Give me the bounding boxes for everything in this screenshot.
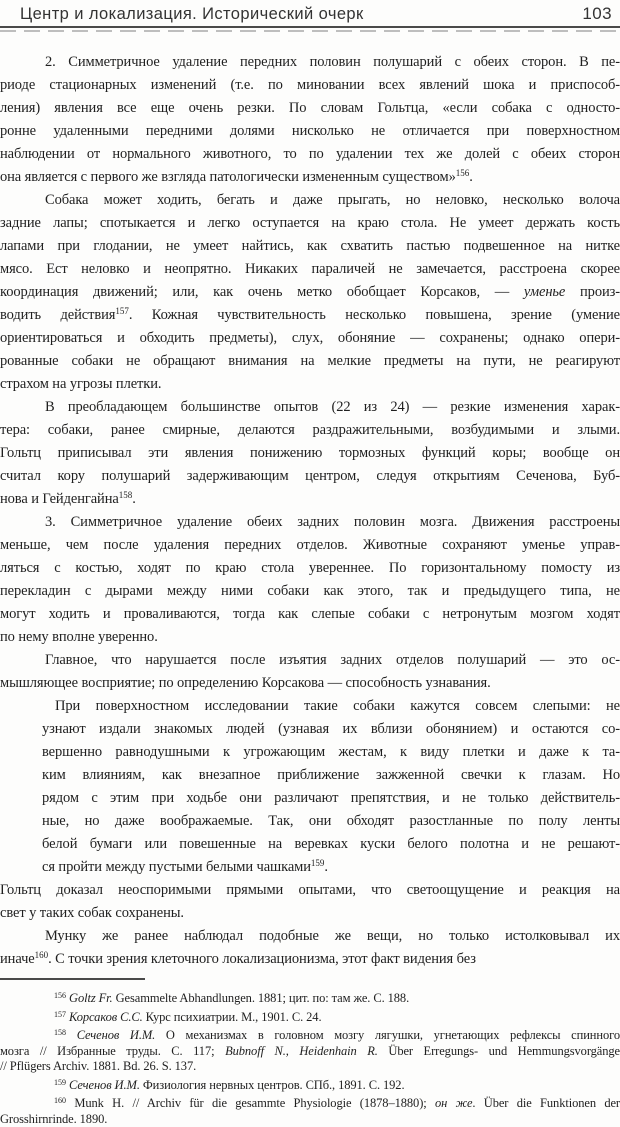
text-line: ные, но даже воображаемые. Так, они обходят разостланные по полу ленты xyxy=(42,810,620,833)
footnote xyxy=(0,1028,620,1075)
footnote xyxy=(0,1078,620,1094)
paragraph xyxy=(0,879,620,925)
footnote xyxy=(0,1010,620,1026)
text-line: 2. Симметричное удаление передних половин полушарий с обеих сторон. В пе- xyxy=(0,51,620,74)
text-line: риоде стационарных изменений (т.е. по миновании всех явлений шока и приспособ- xyxy=(0,74,620,97)
text-line: ся пройти между пустыми белыми чашками$^{159}$. xyxy=(42,856,620,879)
text-line: ким влияниям, как внезапное приближение зажженной свечки к глазам. Но xyxy=(42,764,620,787)
footnote-line: // Pflügers Archiv. 1881. Bd. 26. S. 137. xyxy=(0,1059,620,1075)
text-line: рядом с этим при ходьбе они различают препятствия, и не только действитель- xyxy=(42,787,620,810)
text-line: 3. Симметричное удаление обеих задних половин мозга. Движения расстроены xyxy=(0,511,620,534)
footnotes xyxy=(0,991,620,1127)
chapter-title: Центр и локализация. Исторический очерк xyxy=(20,5,364,23)
page-number: 103 xyxy=(582,5,612,23)
footnote-line: $^{156}$ Goltz Fr. Gesammelte Abhandlungen. 1881; цит. по: там же. С. 188. xyxy=(0,991,620,1007)
text-line: ления) явления все еще очень резки. По словам Гольтца, «если собака с односто- xyxy=(0,97,620,120)
text-line: При поверхностном исследовании такие собаки кажутся совсем слепыми: не xyxy=(42,695,620,718)
footnote-line: $^{157}$ Корсаков С.С. Курс психиатрии. М., 1901. С. 24. xyxy=(0,1010,620,1026)
text-line: ляться с костью, ходят по краю стола увереннее. По горизонтальному помосту из xyxy=(0,557,620,580)
header-rule-shadow xyxy=(0,30,620,32)
paragraph xyxy=(0,189,620,396)
text-line: Мунку же ранее наблюдал подобные же вещи, но только истолковывал их xyxy=(0,925,620,948)
header-rule xyxy=(0,26,620,28)
footnote-line: $^{159}$ Сеченов И.М. Физиология нервных центров. СПб., 1891. С. 192. xyxy=(0,1078,620,1094)
text-line: она является с первого же взгляда патологически измененным существом»$^{156}$. xyxy=(0,166,620,189)
text-line: задние лапы; спотыкается и легко оступается на краю стола. Не умеет держать кость xyxy=(0,212,620,235)
text-line: перекладин с дырами между ними собаки как этого, так и предыдущего типа, не xyxy=(0,580,620,603)
text-line: иначе$^{160}$. С точки зрения клеточного локализационизма, этот факт видения без xyxy=(0,948,620,971)
text-line: наблюдении от нормального животного, то по удалении тех же долей с обеих сторон xyxy=(0,143,620,166)
footnote xyxy=(0,1096,620,1127)
footnote-separator xyxy=(0,978,145,980)
text-line: тера: собаки, ранее смирные, делаются раздражительными, возбудимыми и злыми. xyxy=(0,419,620,442)
text-line: нова и Гейденгайна$^{158}$. xyxy=(0,488,620,511)
text-line: В преобладающем большинстве опытов (22 из 24) — резкие изменения харак- xyxy=(0,396,620,419)
text-line: ориентироваться и обходить предметы), слух, обоняние — сохранены; однако опери- xyxy=(0,327,620,350)
text-line: ронне удаленными передними долями нисколько не отличается при поверхностном xyxy=(0,120,620,143)
text-line: рованные собаки не обращают внимания на мелкие предметы на пути, не реагируют xyxy=(0,350,620,373)
paragraph xyxy=(42,695,620,879)
text-line: свет у таких собак сохранены. xyxy=(0,902,620,925)
text-line: мышляющее восприятие; по определению Корсакова — способность узнавания. xyxy=(0,672,620,695)
text-line: координация движений; или, как очень метко обобщает Корсаков, — уменье произ- xyxy=(0,281,620,304)
text-line: белой бумаги или повешенные на веревках куски белого полотна и не решают- xyxy=(42,833,620,856)
footnote xyxy=(0,991,620,1007)
body-text xyxy=(0,51,620,971)
text-line: считал кору полушарий задерживающим центром, следуя открытиям Сеченова, Буб- xyxy=(0,465,620,488)
text-line: по нему вполне уверенно. xyxy=(0,626,620,649)
text-line: мясо. Ест неловко и неопрятно. Никаких параличей не замечается, расстроена скорее xyxy=(0,258,620,281)
text-line: страхом на угрозы плетки. xyxy=(0,373,620,396)
footnote-line: $^{158}$ Сеченов И.М. О механизмах в головном мозгу лягушки, угнетающих рефлексы спинного xyxy=(0,1028,620,1044)
text-line: водить действия$^{157}$. Кожная чувствительность несколько повышена, зрение (умение xyxy=(0,304,620,327)
text-line: меньше, чем после удаления передних отделов. Животные сохраняют уменье управ- xyxy=(0,534,620,557)
text-line: Собака может ходить, бегать и даже прыгать, но неловко, несколько волоча xyxy=(0,189,620,212)
footnote-line: Grosshirnrinde. 1890. xyxy=(0,1112,620,1127)
paragraph xyxy=(0,925,620,971)
text-line: Главное, что нарушается после изъятия задних отделов полушарий — это ос- xyxy=(0,649,620,672)
text-line: узнают издали знакомых людей (узнавая их вблизи обонянием) и остаются со- xyxy=(42,718,620,741)
paragraph xyxy=(0,51,620,189)
text-line: Гольтц приписывал эти явления понижению тормозных функций коры; вообще он xyxy=(0,442,620,465)
paragraph xyxy=(0,396,620,511)
paragraph xyxy=(0,649,620,695)
text-line: могут ходить и проваливаются, тогда как слепые собаки с нетронутым мозгом ходят xyxy=(0,603,620,626)
text-line: лапами при глодании, не умеет найтись, как схватить пастью подвешенное на нитке xyxy=(0,235,620,258)
footnote-line: $^{160}$ Munk H. // Archiv für die gesammte Physiologie (1878–1880); он же. Über die Funktionen der xyxy=(0,1096,620,1112)
text-line: Гольтц доказал неоспоримыми прямыми опытами, что светоощущение и реакция на xyxy=(0,879,620,902)
running-head xyxy=(0,0,620,23)
footnote-line: мозга // Избранные труды. С. 117; Bubnoff N., Heidenhain R. Über Erregungs- und Hemmungsvorgänge xyxy=(0,1044,620,1060)
text-line: вершенно равнодушными к угрожающим жестам, к виду плетки и даже к та- xyxy=(42,741,620,764)
paragraph xyxy=(0,511,620,649)
